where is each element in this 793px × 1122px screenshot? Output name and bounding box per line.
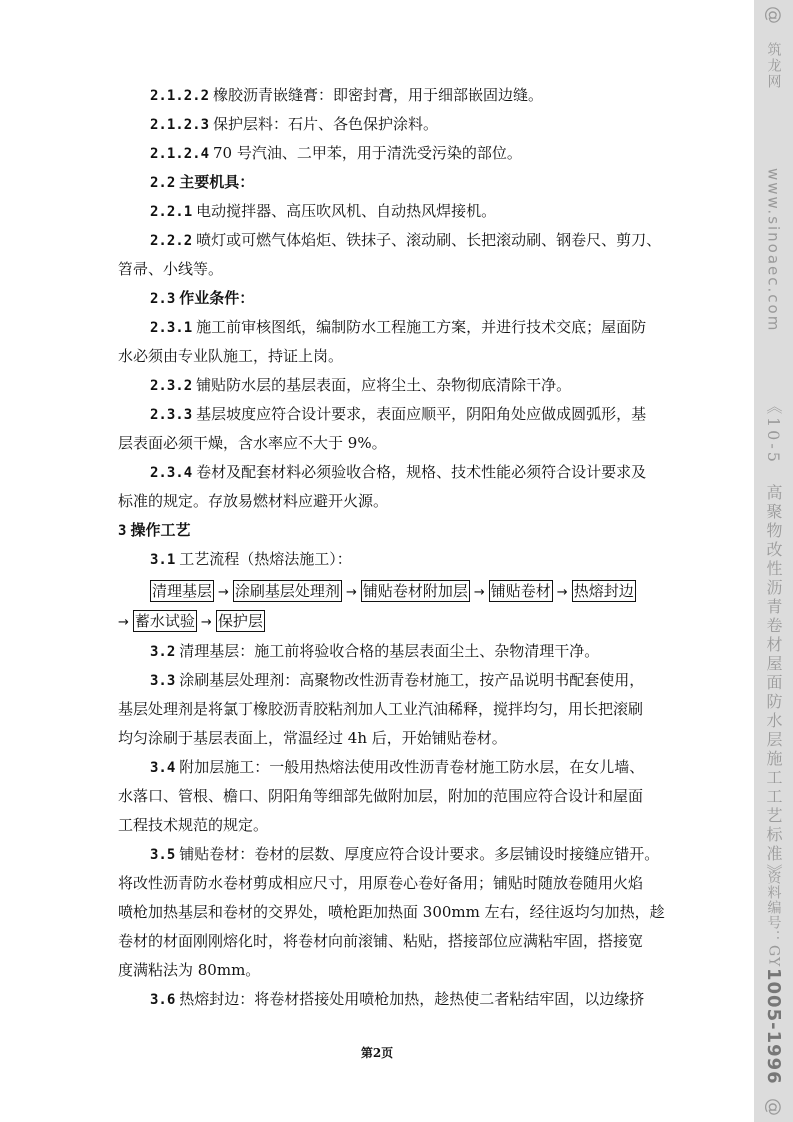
line-text: 笤帚、小线等。 bbox=[118, 260, 224, 278]
process-flow-row-2 bbox=[118, 610, 265, 633]
text-line bbox=[118, 873, 754, 893]
section-number: 3.4 bbox=[150, 760, 176, 776]
chapter-heading bbox=[118, 520, 754, 541]
text-line bbox=[150, 757, 754, 778]
line-text: 喷灯或可燃气体焰炬、铁抹子、滚动刷、长把滚动刷、钢卷尺、剪刀、 bbox=[196, 231, 662, 249]
text-line bbox=[150, 989, 754, 1010]
line-text: 标准的规定。存放易燃材料应避开火源。 bbox=[118, 492, 389, 510]
section-number: 3.6 bbox=[150, 992, 176, 1008]
section-heading bbox=[150, 288, 754, 309]
text-line bbox=[118, 491, 754, 511]
section-number: 2.3 bbox=[150, 291, 176, 307]
line-text: 卷材的材面刚刚熔化时，将卷材向前滚铺、粘贴，搭接部位应满粘牢固，搭接宽 bbox=[118, 932, 644, 950]
sidebar-site-name: 筑龙网 bbox=[765, 42, 782, 90]
text-line bbox=[118, 699, 754, 719]
heading-text: 主要机具： bbox=[179, 173, 255, 191]
text-line bbox=[118, 433, 754, 453]
text-line bbox=[118, 259, 754, 279]
text-line bbox=[150, 641, 754, 662]
line-text: 铺贴卷材：卷材的层数、厚度应符合设计要求。多层铺设时接缝应错开。 bbox=[179, 845, 660, 863]
section-number: 2.2.2 bbox=[150, 233, 193, 249]
line-text: 层表面必须干燥，含水率应不大于 9%。 bbox=[118, 434, 387, 452]
flow-step-box: 清理基层 bbox=[152, 582, 213, 600]
watermark-sidebar bbox=[754, 0, 793, 1122]
arrow-right-icon: → bbox=[118, 615, 129, 630]
text-line bbox=[150, 404, 754, 425]
line-text: 度满粘法为 80mm。 bbox=[118, 961, 261, 979]
line-text: 均匀涂刷于基层表面上，常温经过 4h 后，开始铺贴卷材。 bbox=[118, 729, 507, 747]
line-text: 电动搅拌器、高压吹风机、自动热风焊接机。 bbox=[196, 202, 497, 220]
section-number: 2.1.2.2 bbox=[150, 88, 210, 104]
text-line bbox=[150, 375, 754, 396]
chapter-number: 3 bbox=[118, 523, 127, 539]
text-line bbox=[118, 346, 754, 366]
heading-text: 操作工艺 bbox=[130, 521, 191, 539]
section-number: 2.1.2.4 bbox=[150, 146, 210, 162]
process-flow-row-1 bbox=[150, 580, 636, 603]
line-text: 工艺流程（热熔法施工）： bbox=[179, 550, 352, 568]
line-text: 水落口、管根、檐口、阴阳角等细部先做附加层，附加的范围应符合设计和屋面 bbox=[118, 787, 644, 805]
sidebar-doc-code-label: 资料编号：GY bbox=[765, 870, 782, 968]
section-number: 3.2 bbox=[150, 644, 176, 660]
section-number: 2.1.2.3 bbox=[150, 117, 210, 133]
sidebar-url: www.sinoaec.com bbox=[764, 168, 783, 333]
text-line bbox=[118, 728, 754, 748]
heading-text: 作业条件： bbox=[179, 289, 255, 307]
text-line bbox=[118, 960, 754, 980]
text-line bbox=[150, 85, 754, 106]
flow-step-box: 热熔封边 bbox=[573, 582, 634, 600]
arrow-right-icon: → bbox=[473, 585, 485, 600]
section-number: 3.1 bbox=[150, 552, 176, 568]
text-line bbox=[118, 786, 754, 806]
text-line bbox=[150, 462, 754, 483]
text-line bbox=[150, 201, 754, 222]
line-text: 涂刷基层处理剂：高聚物改性沥青卷材施工，按产品说明书配套使用， bbox=[179, 671, 645, 689]
line-text: 保护层料：石片、各色保护涂料。 bbox=[213, 115, 439, 133]
text-line bbox=[150, 317, 754, 338]
section-number: 2.3.4 bbox=[150, 465, 193, 481]
flow-step-box: 涂刷基层处理剂 bbox=[234, 582, 340, 600]
line-text: 铺贴防水层的基层表面，应将尘土、杂物彻底清除干净。 bbox=[196, 376, 572, 394]
page-number: 第2页 bbox=[360, 1046, 394, 1060]
flow-step-box: 铺贴卷材 bbox=[490, 582, 551, 600]
section-number: 3.5 bbox=[150, 847, 176, 863]
line-text: 水必须由专业队施工，持证上岗。 bbox=[118, 347, 344, 365]
text-line bbox=[150, 844, 754, 865]
line-text: 清理基层：施工前将验收合格的基层表面尘土、杂物清理干净。 bbox=[179, 642, 600, 660]
section-number: 2.3.3 bbox=[150, 407, 193, 423]
line-text: 施工前审核图纸，编制防水工程施工方案，并进行技术交底；屋面防 bbox=[196, 318, 647, 336]
text-line bbox=[150, 143, 754, 164]
line-text: 橡胶沥青嵌缝膏：即密封膏，用于细部嵌固边缝。 bbox=[213, 86, 544, 104]
section-number: 3.3 bbox=[150, 673, 176, 689]
line-text: 喷枪加热基层和卷材的交界处，喷枪距加热面 300mm 左右，经往返均匀加热，趁 bbox=[118, 903, 665, 921]
text-line bbox=[118, 902, 754, 922]
text-line bbox=[118, 931, 754, 951]
line-text: 将改性沥青防水卷材剪成相应尺寸，用原卷心卷好备用；铺贴时随放卷随用火焰 bbox=[118, 874, 644, 892]
at-sign-icon: @ bbox=[763, 6, 784, 24]
flow-step-box: 保护层 bbox=[217, 612, 263, 630]
arrow-right-icon: → bbox=[218, 585, 229, 600]
section-heading bbox=[150, 172, 754, 193]
line-text: 70 号汽油、二甲苯，用于清洗受污染的部位。 bbox=[213, 144, 522, 162]
section-number: 2.2 bbox=[150, 175, 176, 191]
line-text: 基层处理剂是将氯丁橡胶沥青胶粘剂加人工业汽油稀释，搅拌均匀，用长把滚刷 bbox=[118, 700, 644, 718]
sidebar-doc-code-number: 1005-1996 bbox=[763, 968, 784, 1085]
section-number: 2.2.1 bbox=[150, 204, 193, 220]
flow-step-box: 蓄水试验 bbox=[134, 612, 195, 630]
text-line bbox=[150, 670, 754, 691]
line-text: 附加层施工：一般用热熔法使用改性沥青卷材施工防水层，在女儿墙、 bbox=[179, 758, 645, 776]
sidebar-doc-title: 《10-5 高聚物改性沥青卷材屋面防水层施工工艺标准》 bbox=[764, 398, 783, 883]
text-line bbox=[150, 549, 754, 570]
line-text: 热熔封边：将卷材搭接处用喷枪加热，趁热使二者粘结牢固，以边缘挤 bbox=[179, 990, 645, 1008]
line-text: 工程技术规范的规定。 bbox=[118, 816, 269, 834]
line-text: 卷材及配套材料必须验收合格，规格、技术性能必须符合设计要求及 bbox=[196, 463, 647, 481]
flow-step-box: 铺贴卷材附加层 bbox=[362, 582, 468, 600]
arrow-right-icon: → bbox=[345, 585, 357, 600]
at-sign-icon: @ bbox=[763, 1098, 784, 1116]
section-number: 2.3.1 bbox=[150, 320, 193, 336]
section-number: 2.3.2 bbox=[150, 378, 193, 394]
line-text: 基层坡度应符合设计要求，表面应顺平，阴阳角处应做成圆弧形，基 bbox=[196, 405, 647, 423]
text-line bbox=[150, 114, 754, 135]
text-line bbox=[118, 815, 754, 835]
text-line bbox=[150, 230, 754, 251]
arrow-right-icon: → bbox=[200, 615, 212, 630]
arrow-right-icon: → bbox=[556, 585, 568, 600]
